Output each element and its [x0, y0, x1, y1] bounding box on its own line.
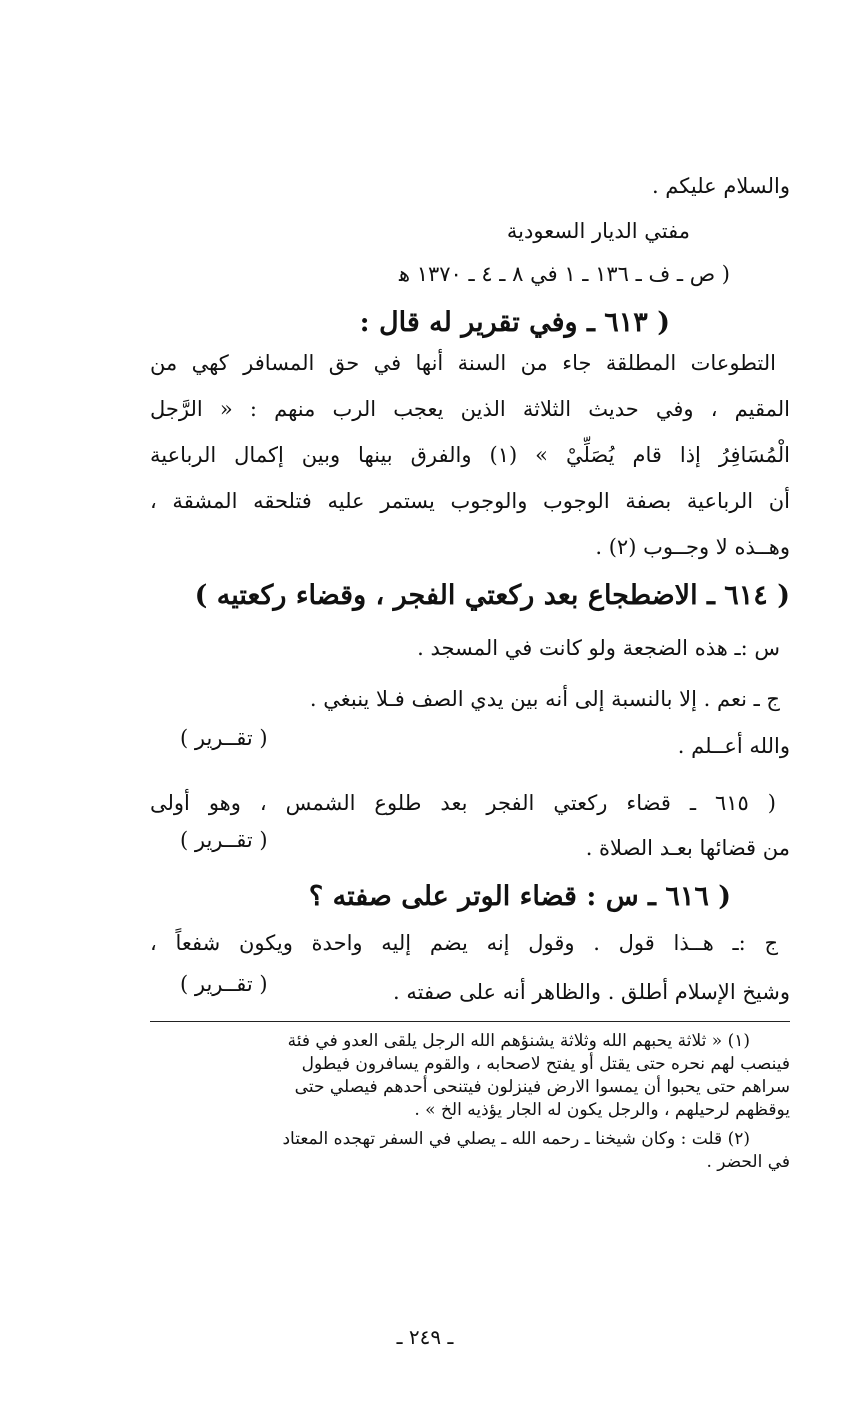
- section-614-heading: ( ٦١٤ ـ الاضطجاع بعد ركعتي الفجر ، وقضاء ركعتيه ): [194, 580, 790, 611]
- footnote-line: فينصب لهم نحره حتى يقتل أو يفتح لاصحابه ، والقوم يسافرون فيطول: [301, 1054, 790, 1074]
- section-613-body: [150, 349, 790, 562]
- text-line: المقيم ، وفي حديث الثلاثة الذين يعجب الرب منهم : « الرَّجل: [150, 397, 790, 421]
- closing-greeting: والسلام عليكم .: [651, 174, 790, 198]
- footnote-line: (١) « ثلاثة يحبهم الله وثلاثة يشنؤهم الله الرجل يلقى العدو في فئة: [287, 1031, 750, 1051]
- source-tag: ( تقــرير ): [180, 972, 268, 996]
- footnote-divider: [150, 1021, 790, 1022]
- section-616-line-1: ج :ـ هــذا قول . وقول إنه يضم إليه واحدة ويكون شفعاً ،: [150, 931, 778, 955]
- source-tag: ( تقــرير ): [180, 726, 268, 750]
- text-line: وشيخ الإسلام أطلق . والظاهر أنه على صفته .: [393, 980, 790, 1004]
- footnote-line: في الحضر .: [706, 1152, 790, 1172]
- section-615-line-1: ( ٦١٥ ـ قضاء ركعتي الفجر بعد طلوع الشمس ، وهو أولى: [150, 791, 776, 815]
- footnote-line: يوقظهم لرحيلهم ، والرجل يكون له الجار يؤذيه الخ » .: [414, 1100, 790, 1120]
- text-line: الْمُسَافِرُ إذا قام يُصَلِّيْ » (١) والفرق بينها وبين إكمال الرباعية: [150, 443, 790, 467]
- text-line: من قضائها بعـد الصلاة .: [585, 836, 790, 860]
- reference: ( ص ـ ف ـ ١٣٦ ـ ١ في ٨ ـ ٤ ـ ١٣٧٠ ﻫ: [398, 262, 730, 286]
- footnotes: [150, 1030, 790, 1174]
- source-tag: ( تقــرير ): [180, 828, 268, 852]
- text-line: أن الرباعية بصفة الوجوب والوجوب يستمر عليه فتلحقه المشقة ،: [150, 489, 790, 513]
- closing-phrase: والله أعــلم .: [677, 734, 790, 758]
- text-line: التطوعات المطلقة جاء من السنة أنها في حق المسافر كهي من: [150, 351, 776, 375]
- question-text: س :ـ هذه الضجعة ولو كانت في المسجد .: [417, 636, 780, 660]
- section-616-heading: ( ٦١٦ ـ س : قضاء الوتر على صفته ؟: [308, 881, 732, 912]
- answer-text: ج ـ نعم . إلا بالنسبة إلى أنه بين يدي الصف فـلا ينبغي .: [309, 687, 780, 711]
- signature: مفتي الديار السعودية: [506, 219, 690, 243]
- page-body: [150, 160, 790, 1174]
- footnote-line: سراهم حتى يحبوا أن يمسوا الارض فينزلون فيتنحى أحدهم فيصلي حتى: [294, 1077, 790, 1097]
- page-number: ـ ٢٤٩ ـ: [396, 1325, 454, 1349]
- text-line: وهــذه لا وجــوب (٢) .: [595, 535, 790, 559]
- closing-line: [150, 726, 790, 761]
- section-615-line-2: [150, 828, 790, 863]
- footnote-line: (٢) قلت : وكان شيخنا ـ رحمه الله ـ يصلي في السفر تهجده المعتاد: [282, 1129, 750, 1149]
- section-616-line-2: [150, 972, 790, 1007]
- section-613-heading: ( ٦١٣ ـ وفي تقرير له قال :: [359, 307, 670, 338]
